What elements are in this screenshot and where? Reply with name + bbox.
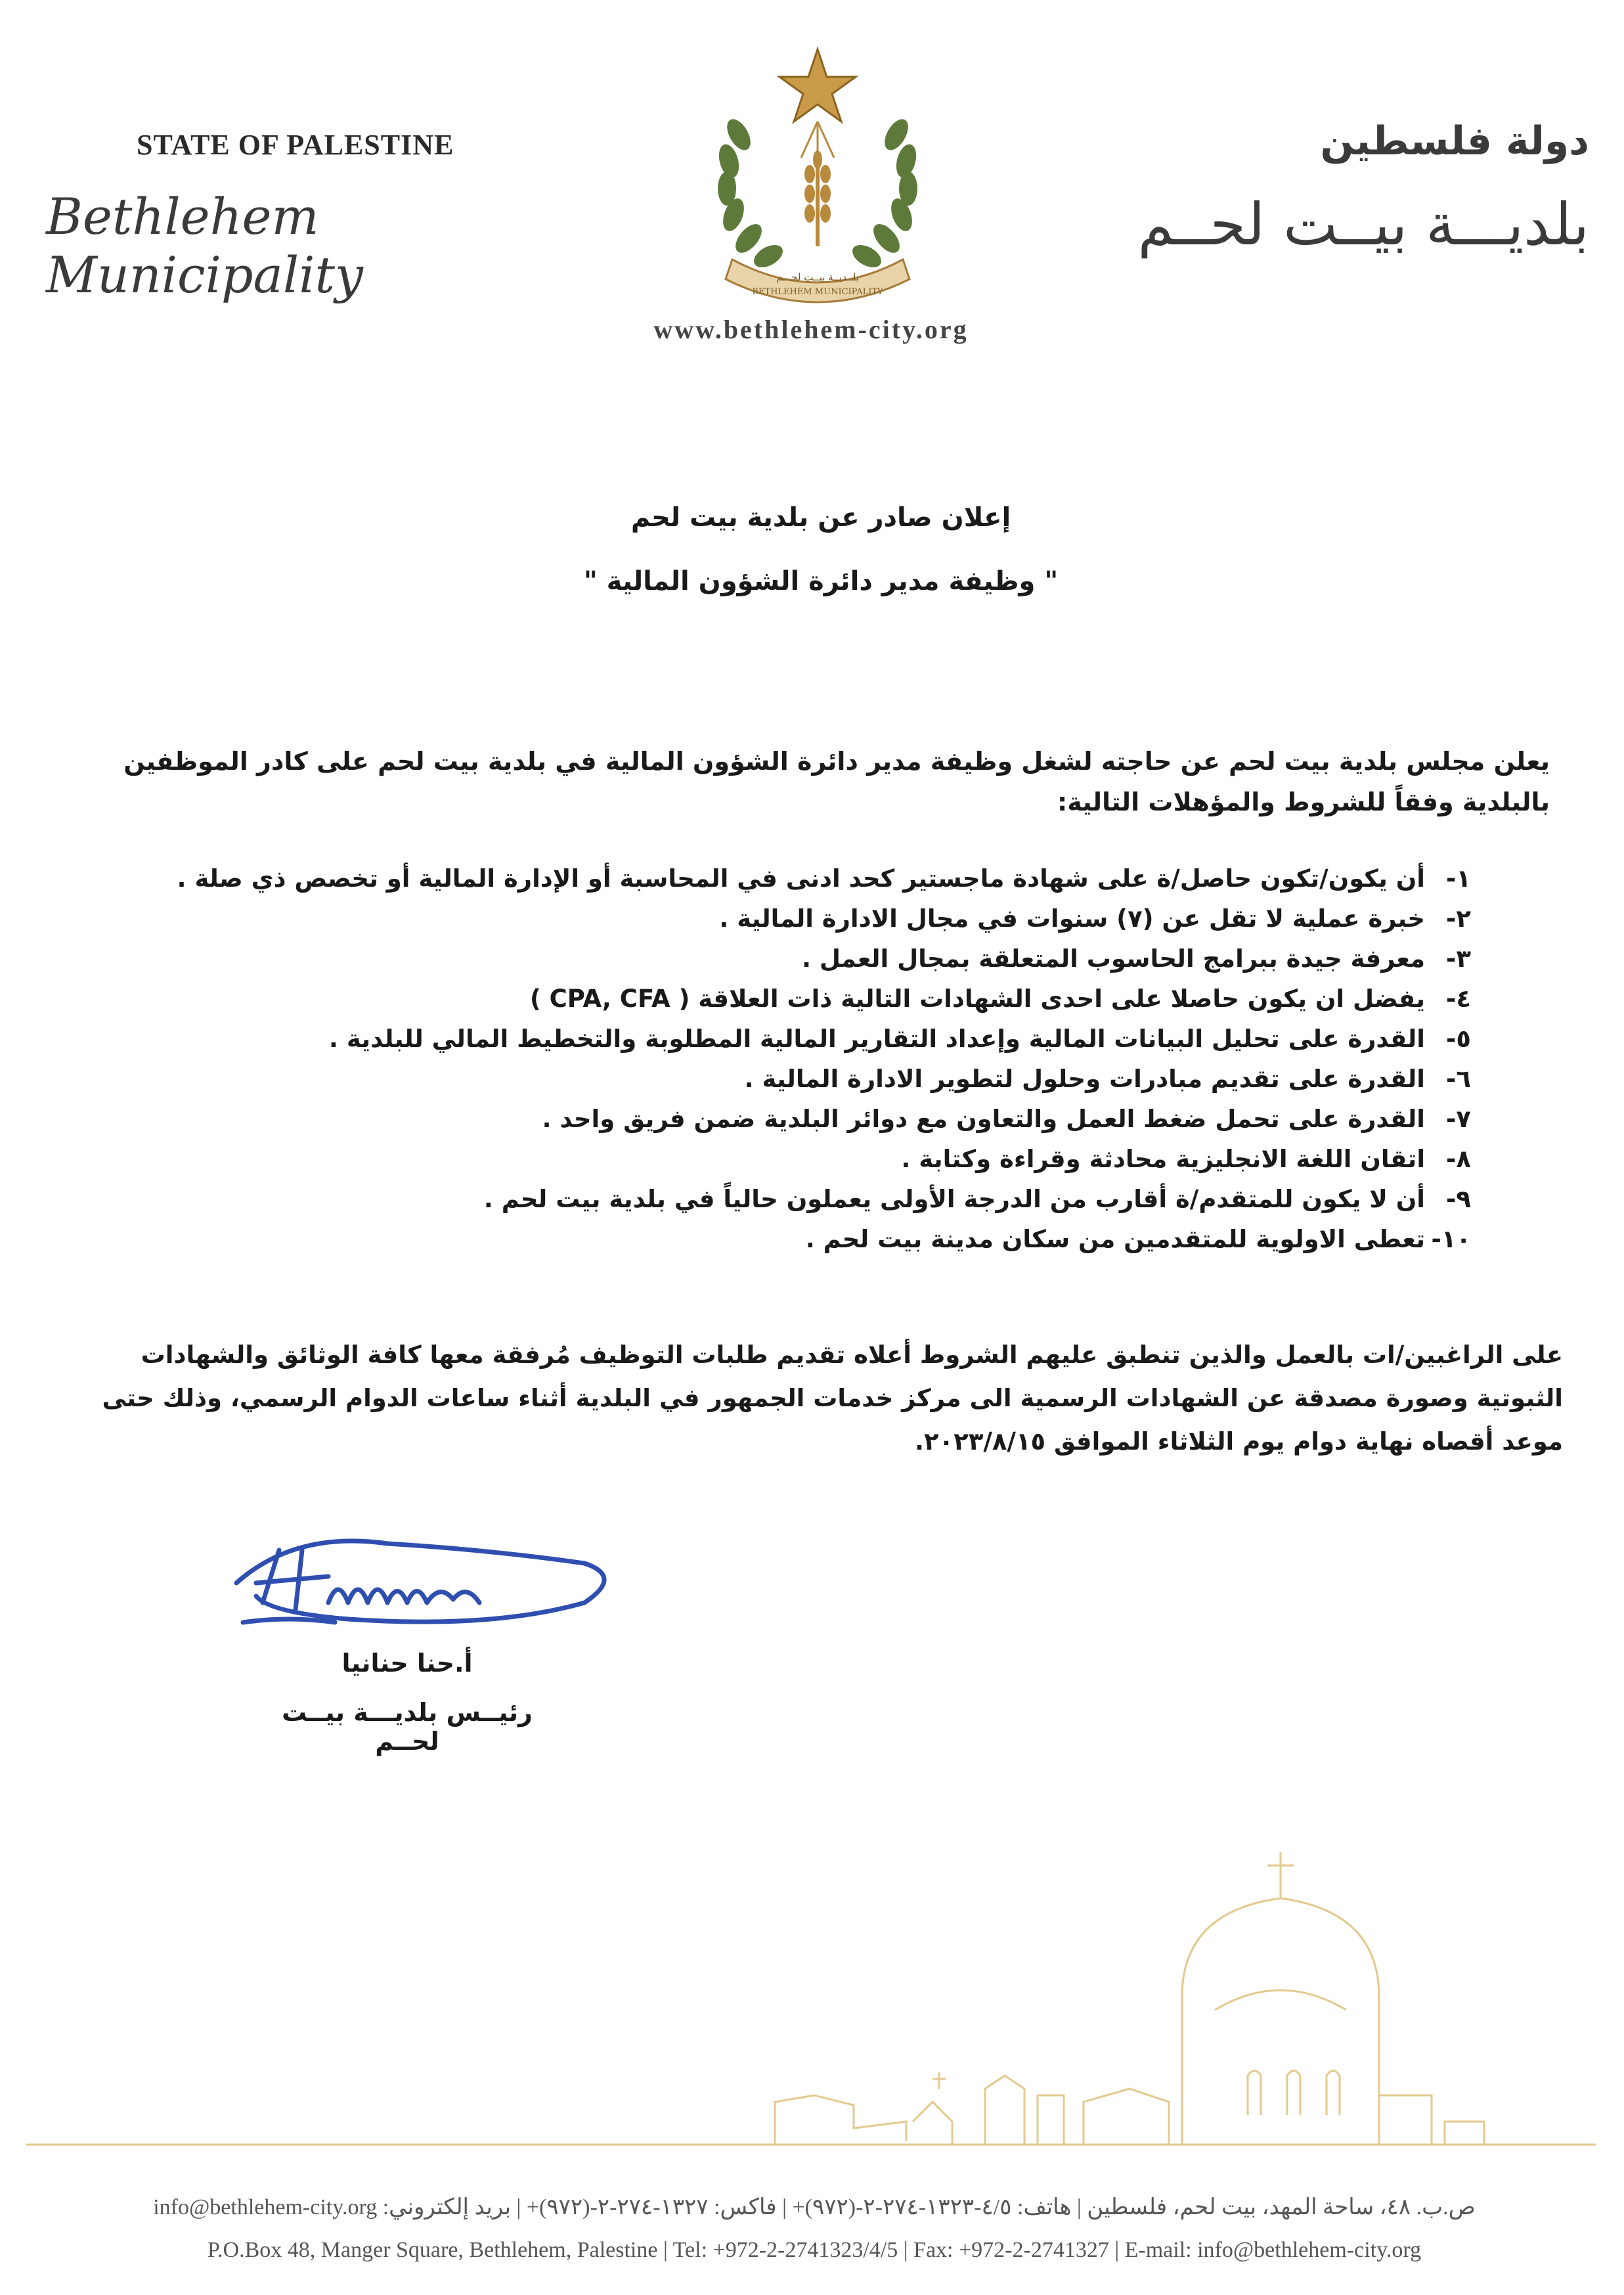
website-link[interactable]: www.bethlehem-city.org: [653, 315, 969, 344]
intro-paragraph: يعلن مجلس بلدية بيت لحم عن حاجته لشغل وظيفة مدير دائرة الشؤون المالية في بلدية بيت لحم على كادر الموظفين بالبلدية وفقاً للشروط والمؤهلات التالية:: [123, 747, 1550, 816]
list-item: [197, 1219, 1471, 1259]
item-number: ٦-: [1446, 1065, 1471, 1093]
municipality-emblem-icon: [693, 43, 942, 305]
list-item: [197, 979, 1471, 1019]
handwritten-signature: [217, 1504, 624, 1655]
state-of-palestine-en: STATE OF PALESTINE: [137, 129, 454, 161]
list-item: [177, 858, 1471, 899]
item-number: ٨-: [1446, 1145, 1471, 1173]
position-title: " وظيفة مدير دائرة الشؤون المالية ": [583, 566, 1059, 596]
list-item: [197, 1179, 1471, 1219]
footer-contact-ar: info@bethlehem-city.org :ص.ب. ٤٨، ساحة المهد، بيت لحم، فلسطين | هاتف: ٤/٥-١٣٢٣-٢٧٤-٢-(٩٧٢)+ | فاكس: ١٣٢٧-٢٧٤-٢-(٩٧٢)+ | بريد إلكتروني: [153, 2195, 1476, 2219]
footer-contact-en: P.O.Box 48, Manger Square, Bethlehem, Palestine | Tel: +972-2-2741323/4/5 | Fax: +972-2-2741327 | E-mail: info@bethlehem-city.org: [207, 2238, 1422, 2262]
list-item: [197, 1099, 1471, 1139]
item-text: تعطى الاولوية للمتقدمين من سكان مدينة بيت لحم .: [805, 1225, 1425, 1253]
item-text: القدرة على تحليل البيانات المالية وإعداد التقارير المالية المطلوبة والتخطيط المالي للبلدية .: [328, 1025, 1425, 1053]
emblem-ribbon-ar: بلــديــة بيــت لحـــم: [776, 271, 859, 283]
item-text: القدرة على تحمل ضغط العمل والتعاون مع دوائر البلدية ضمن فريق واحد .: [542, 1105, 1425, 1133]
item-number: ٤-: [1446, 985, 1471, 1013]
item-number: ٧-: [1446, 1105, 1471, 1133]
item-number: ٥-: [1446, 1025, 1471, 1053]
item-number: ٢-: [1446, 904, 1471, 933]
requirements-list: [177, 858, 1471, 1259]
item-number: ٩-: [1446, 1185, 1471, 1213]
item-text: اتقان اللغة الانجليزية محادثة وقراءة وكتابة .: [901, 1145, 1425, 1173]
list-item: [197, 939, 1471, 979]
announcement-title: إعلان صادر عن بلدية بيت لحم: [630, 502, 1011, 533]
item-text: أن يكون/تكون حاصل/ة على شهادة ماجستير كحد ادنى في المحاسبة أو الإدارة المالية أو تخصص ذي صلة .: [177, 864, 1425, 893]
list-item: [197, 1059, 1471, 1099]
signer-title: رئيــس بلديـــة بيــت لحــم: [282, 1698, 533, 1756]
bethlehem-skyline-watermark: [0, 1813, 1624, 2168]
item-text: أن لا يكون للمتقدم/ة أقارب من الدرجة الأولى يعملون حالياً في بلدية بيت لحم .: [483, 1185, 1425, 1213]
emblem-ribbon-en: BETHLEHEM MUNICIPALITY: [752, 287, 883, 297]
item-number: ١-: [1446, 864, 1471, 893]
item-text: يفضل ان يكون حاصلا على احدى الشهادات التالية ذات العلاقة ( CPA, CFA ): [529, 985, 1425, 1013]
signer-name: أ.حنا حنانيا: [341, 1649, 473, 1678]
item-text: معرفة جيدة ببرامج الحاسوب المتعلقة بمجال العمل .: [801, 945, 1425, 973]
state-of-palestine-ar: دولة فلسطين: [1320, 118, 1589, 164]
item-number: ١٠-: [1431, 1225, 1471, 1253]
list-item: [197, 1139, 1471, 1179]
municipality-name-en: Bethlehem Municipality: [46, 187, 363, 304]
list-item: [197, 899, 1471, 939]
item-text: القدرة على تقديم مبادرات وحلول لتطوير الادارة المالية .: [744, 1065, 1425, 1093]
closing-paragraph: على الراغبين/ات بالعمل والذين تنطبق عليهم الشروط أعلاه تقديم طلبات التوظيف مُرفقة معها كافة الوثائق والشهادات الثبوتية وصورة مصدقة عن الشهادات الرسمية الى مركز خدمات الجمهور في البلدية أثناء ساعات الدوام الرسمي، وذلك حتى موعد أقصاه نهاية دوام يوم الثلاثاء الموافق ٢٠٢٣/٨/١٥.: [102, 1341, 1563, 1456]
municipality-name-ar: بلديـــة بيــت لحــم: [1137, 190, 1589, 258]
item-number: ٣-: [1446, 945, 1471, 973]
item-text: خبرة عملية لا تقل عن (٧) سنوات في مجال الادارة المالية .: [719, 904, 1425, 933]
list-item: [197, 1019, 1471, 1059]
